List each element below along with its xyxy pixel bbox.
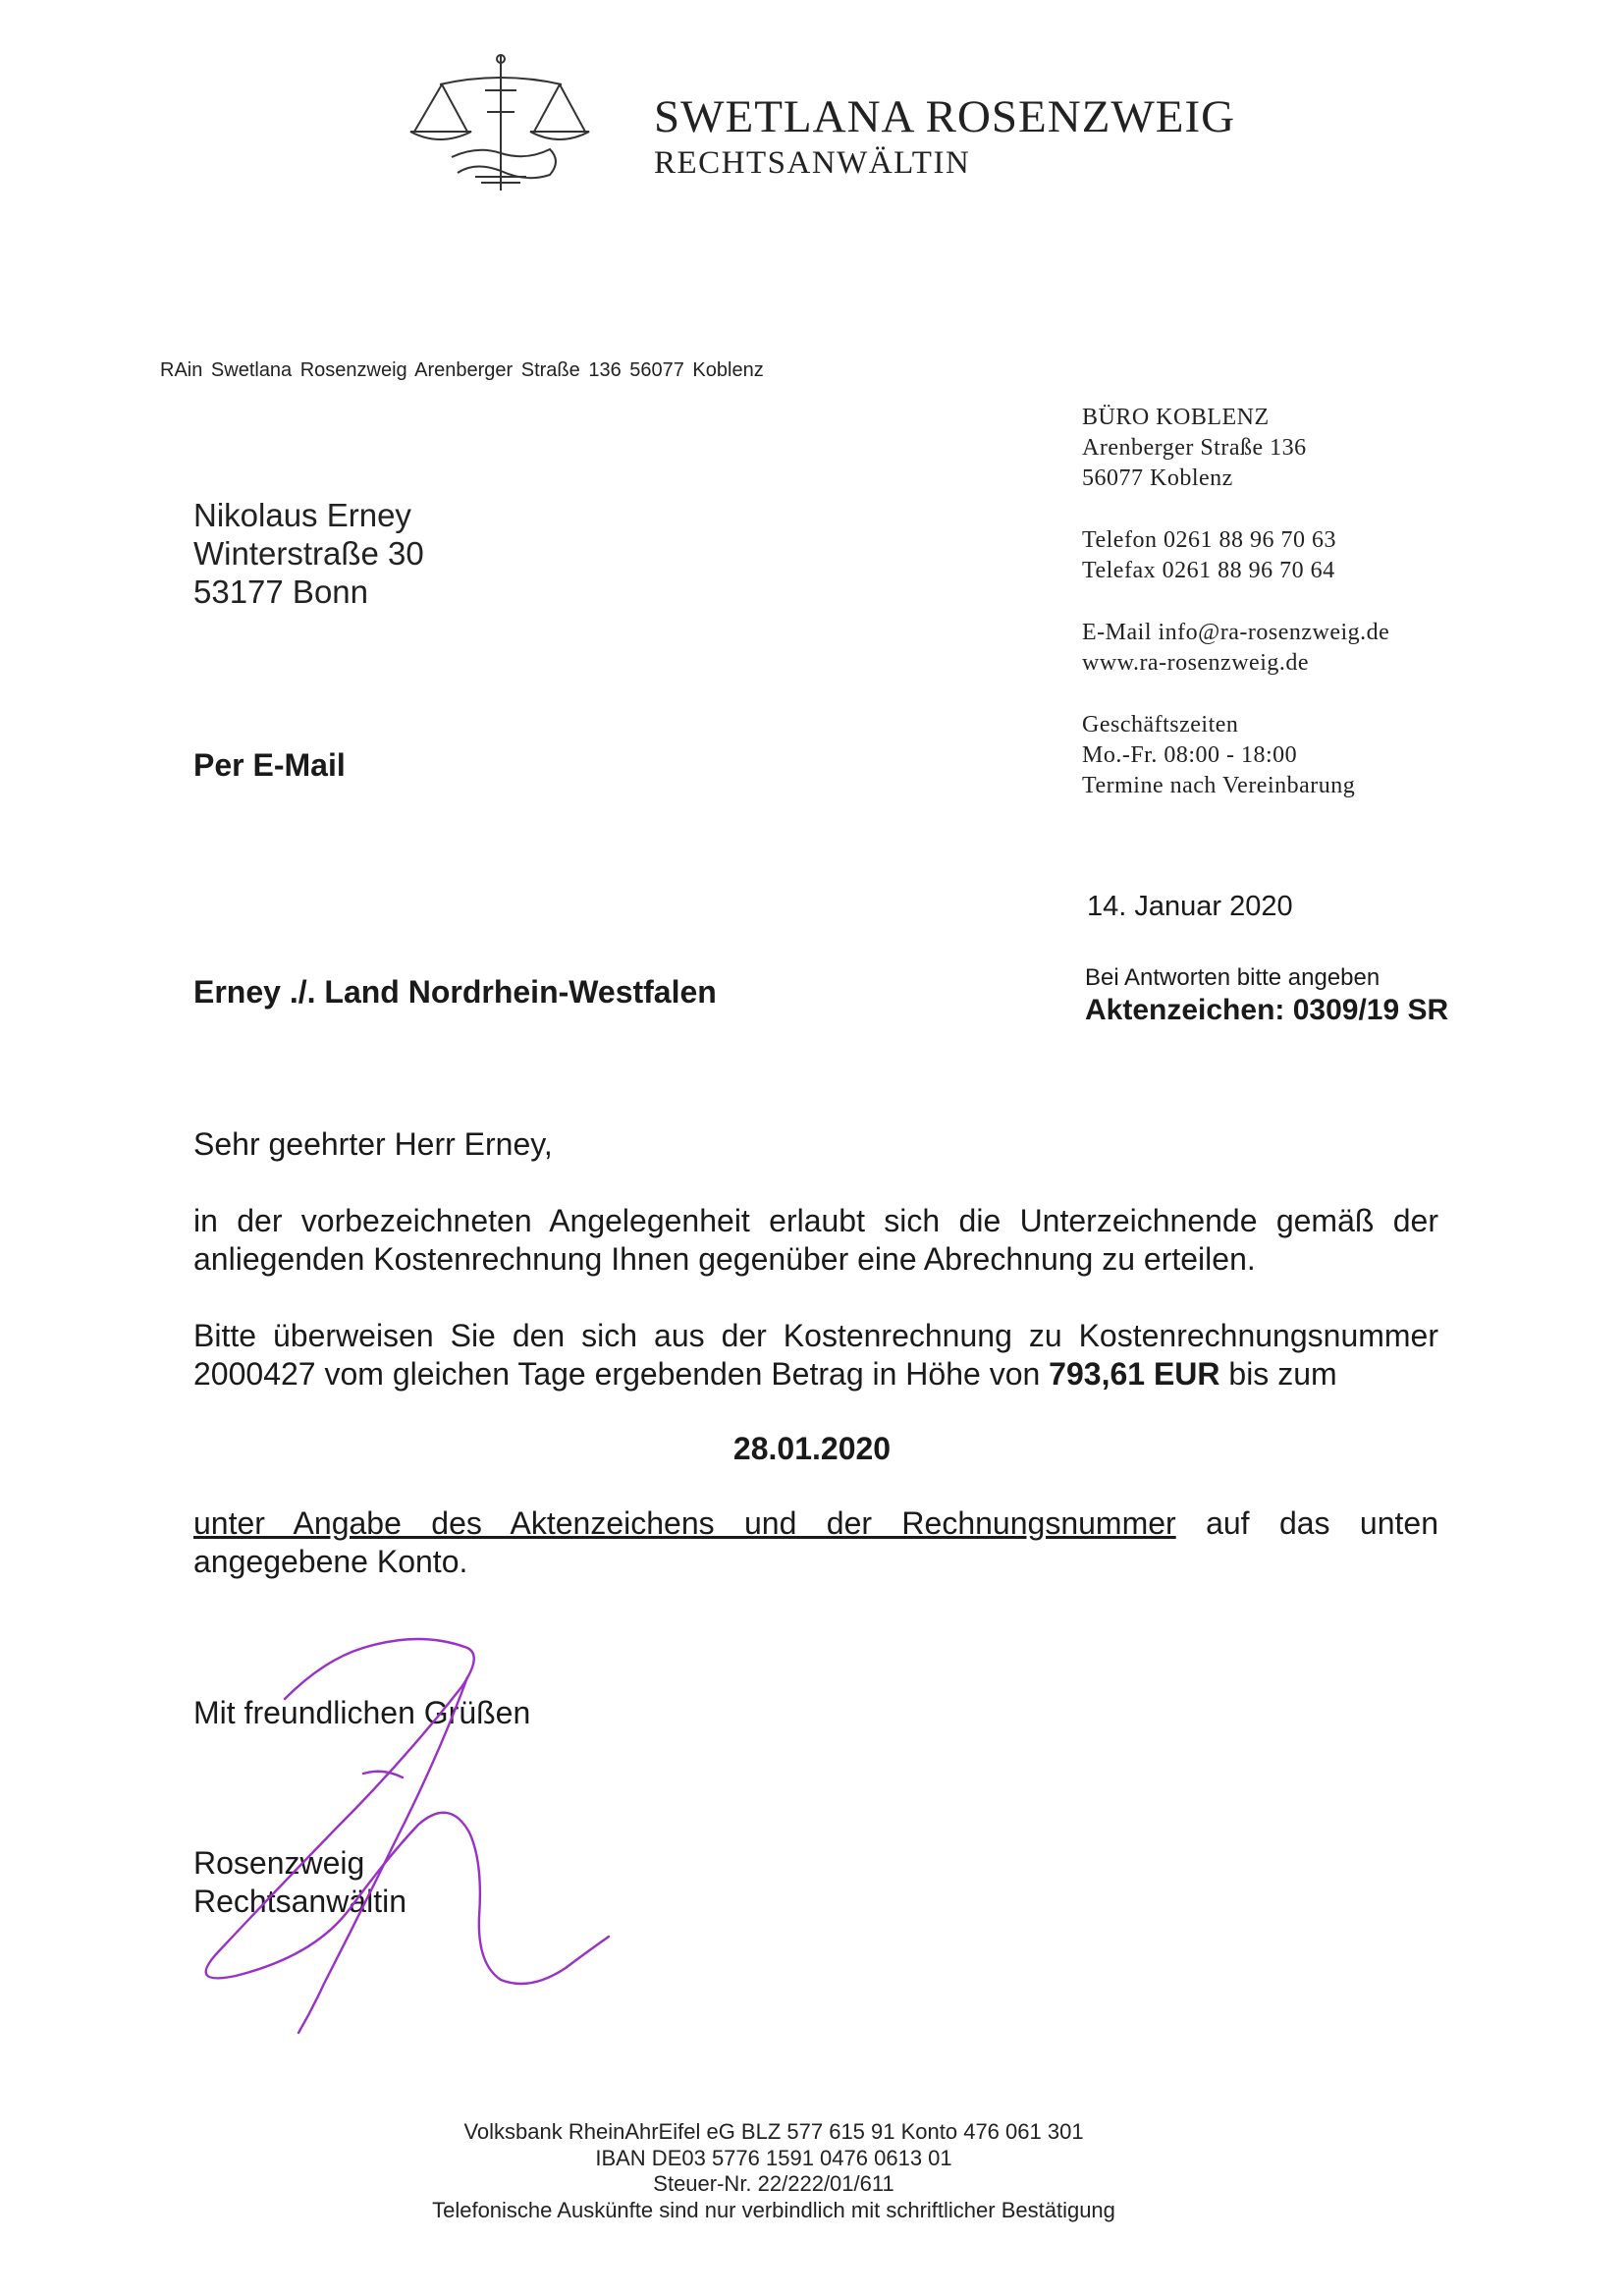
office-phone: Telefon 0261 88 96 70 63 xyxy=(1082,527,1336,553)
firm-name: SWETLANA ROSENZWEIG xyxy=(654,91,1236,142)
closing-greeting: Mit freundlichen Grüßen xyxy=(193,1695,531,1730)
office-appointments: Termine nach Vereinbarung xyxy=(1082,773,1356,798)
subject-line: Erney ./. Land Nordrhein-Westfalen xyxy=(193,974,717,1010)
paragraph-intro xyxy=(193,1202,1438,1279)
footer-notice: Telefonische Auskünfte sind nur verbindlich mit schriftlicher Bestätigung xyxy=(432,2197,1115,2222)
sender-return-address: RAin Swetlana Rosenzweig Arenberger Straße 136 56077 Koblenz xyxy=(160,359,764,381)
office-info xyxy=(1082,403,1389,801)
firm-title: RECHTSANWÄLTIN xyxy=(654,145,971,181)
paragraph-intro-line2: anliegenden Kostenrechnung Ihnen gegenüber eine Abrechnung zu erteilen. xyxy=(193,1241,1256,1277)
recipient-name: Nikolaus Erney xyxy=(193,497,411,533)
office-hours-heading: Geschäftszeiten xyxy=(1082,712,1239,738)
reference-number: Aktenzeichen: 0309/19 SR xyxy=(1085,994,1449,1026)
footer-iban: IBAN DE03 5776 1591 0476 0613 01 xyxy=(595,2145,952,2170)
office-street: Arenberger Straße 136 xyxy=(1082,435,1307,461)
paragraph-payment-line2-start: 2000427 vom gleichen Tage ergebenden Betrag in Höhe von xyxy=(193,1356,1050,1392)
payment-amount: 793,61 EUR xyxy=(1049,1356,1220,1392)
due-date: 28.01.2020 xyxy=(732,1431,892,1466)
salutation: Sehr geehrter Herr Erney, xyxy=(193,1126,553,1162)
delivery-method: Per E-Mail xyxy=(193,747,346,783)
reference-instruction-rest: auf das unten xyxy=(1175,1505,1439,1541)
reference-note: Bei Antworten bitte angeben xyxy=(1085,964,1380,991)
recipient-address xyxy=(193,496,424,611)
paragraph-payment-line2-end: bis zum xyxy=(1219,1356,1337,1392)
office-hours: Mo.-Fr. 08:00 - 18:00 xyxy=(1082,742,1298,768)
office-city: 56077 Koblenz xyxy=(1082,465,1233,491)
paragraph-payment xyxy=(193,1317,1438,1394)
office-website: www.ra-rosenzweig.de xyxy=(1082,650,1310,676)
footer-bank: Volksbank RheinAhrEifel eG BLZ 577 615 91 Konto 476 061 301 xyxy=(463,2119,1084,2144)
office-email: E-Mail info@ra-rosenzweig.de xyxy=(1082,620,1390,645)
reference-instruction-underlined: unter Angabe des Aktenzeichens und der Rechnungsnummer xyxy=(193,1505,1176,1541)
paragraph-intro-line1: in der vorbezeichneten Angelegenheit erlaubt sich die Unterzeichnende gemäß der xyxy=(193,1203,1438,1238)
reference-instruction-line2: angegebene Konto. xyxy=(193,1544,468,1579)
footer-tax-number: Steuer-Nr. 22/222/01/611 xyxy=(653,2171,894,2196)
office-heading: BÜRO KOBLENZ xyxy=(1082,405,1270,430)
scales-of-justice-icon xyxy=(403,51,599,198)
paragraph-reference-instruction xyxy=(193,1504,1438,1581)
recipient-city: 53177 Bonn xyxy=(193,574,369,610)
signatory-name: Rosenzweig xyxy=(193,1845,365,1881)
handwritten-signature xyxy=(177,1630,628,2043)
letter-footer xyxy=(0,2119,1547,2223)
recipient-street: Winterstraße 30 xyxy=(193,535,424,572)
paragraph-payment-line1: Bitte überweisen Sie den sich aus der Kostenrechnung zu Kostenrechnungsnummer xyxy=(193,1318,1438,1353)
letter-date: 14. Januar 2020 xyxy=(1087,891,1293,922)
office-fax: Telefax 0261 88 96 70 64 xyxy=(1082,558,1335,583)
signatory-title: Rechtsanwältin xyxy=(193,1884,406,1919)
